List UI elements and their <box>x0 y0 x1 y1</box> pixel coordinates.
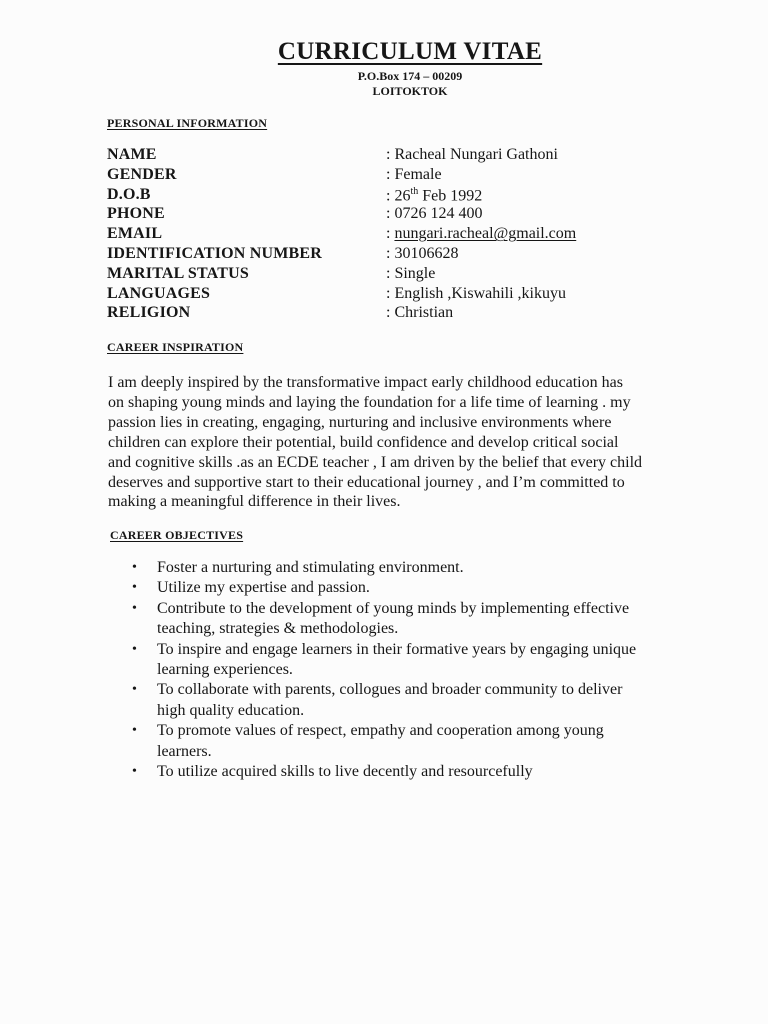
list-item-line: teaching, strategies & methodologies. <box>157 620 399 638</box>
list-item-line: To inspire and engage learners in their formative years by engaging unique <box>157 640 637 658</box>
list-item <box>132 680 712 721</box>
info-label: D.O.B <box>107 185 151 203</box>
info-row-dob <box>107 186 707 206</box>
address-town: LOITOKTOK <box>372 84 448 98</box>
dob-month-year: Feb 1992 <box>418 186 483 204</box>
paragraph-line: on shaping young minds and laying the foundation for a life time of learning . my <box>108 393 631 411</box>
bullet-icon: • <box>132 723 137 739</box>
info-value: : Christian <box>386 304 454 322</box>
dob-ordinal: th <box>410 185 419 197</box>
list-item-line: To promote values of respect, empathy and cooperation among young <box>157 722 604 740</box>
list-item-line: To utilize acquired skills to live decently and resourcefully <box>157 763 533 781</box>
document-title <box>26 38 768 66</box>
info-label: RELIGION <box>107 304 191 322</box>
info-value: : Female <box>386 165 442 183</box>
list-item <box>132 599 712 640</box>
bullet-icon: • <box>132 682 137 698</box>
info-label: EMAIL <box>107 225 163 243</box>
info-label: GENDER <box>107 165 177 183</box>
info-label: MARITAL STATUS <box>107 264 249 282</box>
bullet-icon: • <box>132 560 137 575</box>
career-objectives-list <box>132 558 712 782</box>
info-label: PHONE <box>107 205 165 223</box>
list-item <box>132 721 712 762</box>
personal-information-heading: PERSONAL INFORMATION <box>107 116 268 130</box>
info-value <box>386 225 576 243</box>
list-item-line: To collaborate with parents, collogues and broader community to deliver <box>157 681 623 699</box>
list-item-line: Utilize my expertise and passion. <box>157 579 370 597</box>
list-item-line: learners. <box>157 742 212 760</box>
dob-day: : 26 <box>386 186 411 204</box>
career-objectives-heading: CAREER OBJECTIVES <box>110 528 244 542</box>
career-inspiration-paragraph <box>108 373 708 512</box>
list-item-line: Foster a nurturing and stimulating environment. <box>157 559 464 576</box>
info-row-marital-status <box>107 265 707 285</box>
info-row-id-number <box>107 245 707 265</box>
document-title-text: CURRICULUM VITAE <box>277 38 543 65</box>
info-row-phone <box>107 205 707 225</box>
bullet-icon: • <box>132 580 137 596</box>
list-item <box>132 762 712 782</box>
info-row-gender <box>107 166 707 186</box>
bullet-icon: • <box>132 600 137 616</box>
info-row-religion <box>107 304 707 324</box>
info-value: : Single <box>386 264 436 282</box>
list-item-line: learning experiences. <box>157 661 293 679</box>
info-row-name <box>107 146 707 166</box>
bullet-icon: • <box>132 764 137 780</box>
info-value <box>386 186 482 205</box>
paragraph-line: making a meaningful difference in their lives. <box>108 493 401 511</box>
bullet-icon: • <box>132 641 137 657</box>
list-item <box>132 558 712 578</box>
email-link[interactable]: nungari.racheal@gmail.com <box>394 225 577 243</box>
info-row-languages <box>107 285 707 305</box>
info-label: IDENTIFICATION NUMBER <box>107 244 323 262</box>
career-inspiration-heading: CAREER INSPIRATION <box>107 340 244 354</box>
paragraph-line: I am deeply inspired by the transformative impact early childhood education has <box>108 374 623 391</box>
list-item-line: Contribute to the development of young minds by implementing effective <box>157 599 630 617</box>
list-item <box>132 640 712 681</box>
email-colon: : <box>386 225 395 243</box>
list-item-line: high quality education. <box>157 701 305 719</box>
paragraph-line: passion lies in creating, engaging, nurturing and inclusive environments where <box>108 413 612 431</box>
info-value: : Racheal Nungari Gathoni <box>386 146 558 163</box>
address-po-box: P.O.Box 174 – 00209 <box>357 69 463 83</box>
info-value: : 30106628 <box>386 244 459 262</box>
list-item <box>132 578 712 598</box>
info-row-email <box>107 225 707 245</box>
info-label: LANGUAGES <box>107 284 211 302</box>
info-label: NAME <box>107 146 157 163</box>
info-value: : English ,Kiswahili ,kikuyu <box>386 284 566 302</box>
paragraph-line: deserves and supportive start to their educational journey , and I’m committed to <box>108 473 625 491</box>
paragraph-line: and cognitive skills .as an ECDE teacher , I am driven by the belief that every child <box>108 453 643 471</box>
paragraph-line: children can explore their potential, build confidence and develop critical social <box>108 433 619 451</box>
info-value: : 0726 124 400 <box>386 205 483 223</box>
personal-information-table <box>107 146 707 324</box>
